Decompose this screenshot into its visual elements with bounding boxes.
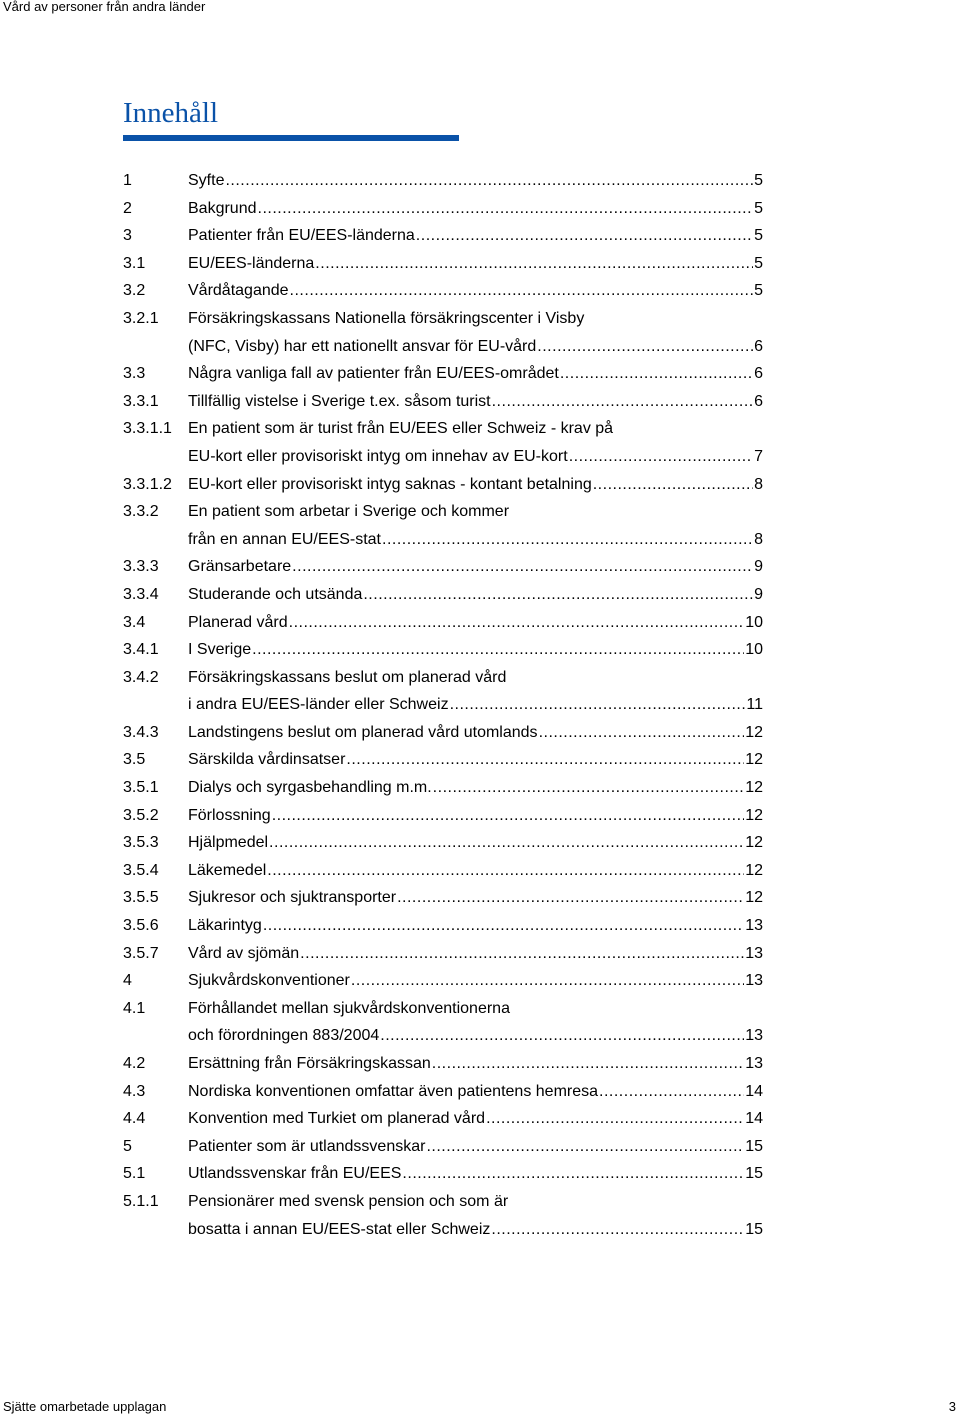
toc-entry-number: 5 xyxy=(123,1137,132,1155)
toc-entry-page: 6 xyxy=(754,365,763,383)
toc-entry[interactable] xyxy=(123,443,763,471)
toc-entry[interactable] xyxy=(123,802,763,830)
toc-entry-title: Studerande och utsända xyxy=(188,585,363,603)
toc-entry-title: Patienter som är utlandssvenskar xyxy=(188,1137,426,1155)
toc-entry-number: 4.4 xyxy=(123,1110,146,1128)
toc-entry-title: Gränsarbetare xyxy=(188,558,292,576)
toc-entry-title: Sjukvårdskonventioner xyxy=(188,972,350,990)
toc-entry-number: 3.2 xyxy=(123,282,146,300)
toc-entry-page: 14 xyxy=(745,1082,763,1100)
toc-entry[interactable] xyxy=(123,581,763,609)
running-header: Vård av personer från andra länder xyxy=(3,0,206,14)
toc-entry[interactable] xyxy=(123,664,763,692)
toc-entry-title: Särskilda vårdinsatser xyxy=(188,751,346,769)
toc-dot-leader xyxy=(289,609,745,637)
toc-entry[interactable] xyxy=(123,333,763,361)
toc-entry-page: 13 xyxy=(745,1027,763,1045)
toc-dot-leader xyxy=(432,1050,744,1078)
toc-dot-leader xyxy=(450,691,746,719)
toc-entry[interactable] xyxy=(123,195,763,223)
toc-entry-title: Nordiska konventionen omfattar även patientens hemresa xyxy=(188,1082,599,1100)
toc-entry-page: 9 xyxy=(754,558,763,576)
toc-entry-number: 5.1 xyxy=(123,1165,146,1183)
toc-entry[interactable] xyxy=(123,526,763,554)
toc-entry[interactable] xyxy=(123,940,763,968)
toc-entry-page: 12 xyxy=(745,751,763,769)
toc-entry-number: 3.1 xyxy=(123,254,146,272)
toc-entry-page: 5 xyxy=(754,227,763,245)
toc-entry-title: i andra EU/EES-länder eller Schweiz xyxy=(188,696,449,714)
toc-entry[interactable] xyxy=(123,498,763,526)
toc-entry-page: 13 xyxy=(745,972,763,990)
toc-entry[interactable] xyxy=(123,774,763,802)
toc-dot-leader xyxy=(267,857,744,885)
toc-entry-title: (NFC, Visby) har ett nationellt ansvar för EU-vård xyxy=(188,337,537,355)
toc-entry-page: 15 xyxy=(745,1220,763,1238)
toc-entry-page: 12 xyxy=(745,834,763,852)
toc-entry-number: 2 xyxy=(123,199,132,217)
toc-entry-title: Planerad vård xyxy=(188,613,288,631)
toc-dot-leader xyxy=(300,940,744,968)
toc-entry-number: 3.3.1.1 xyxy=(123,420,172,438)
toc-entry-page: 8 xyxy=(754,530,763,548)
toc-entry-title: Vårdåtagande xyxy=(188,282,289,300)
toc-entry-number: 3.4.3 xyxy=(123,723,159,741)
toc-entry[interactable] xyxy=(123,1188,763,1216)
toc-entry-number: 3.5.7 xyxy=(123,944,159,962)
toc-entry[interactable] xyxy=(123,222,763,250)
toc-entry-page: 11 xyxy=(746,696,763,714)
title-underline xyxy=(123,135,459,141)
toc-entry-title: Konvention med Turkiet om planerad vård xyxy=(188,1110,486,1128)
toc-dot-leader xyxy=(346,746,744,774)
toc-entry-title: EU/EES-länderna xyxy=(188,254,315,272)
toc-dot-leader xyxy=(225,167,753,195)
toc-dot-leader xyxy=(380,1022,744,1050)
toc-entry[interactable] xyxy=(123,1105,763,1133)
toc-dot-leader xyxy=(252,636,744,664)
toc-dot-leader xyxy=(492,388,753,416)
toc-dot-leader xyxy=(290,277,754,305)
toc-entry-title: Läkemedel xyxy=(188,861,267,879)
toc-entry-title: Förhållandet mellan sjukvårdskonventionerna xyxy=(188,999,510,1017)
toc-entry-title: EU-kort eller provisoriskt intyg om innehav av EU-kort xyxy=(188,447,568,465)
toc-entry-title: Utlandssvenskar från EU/EES xyxy=(188,1165,402,1183)
toc-entry[interactable] xyxy=(123,305,763,333)
toc-entry-title: Läkarintyg xyxy=(188,917,262,935)
toc-dot-leader xyxy=(258,195,754,223)
toc-entry-title: Vård av sjömän xyxy=(188,944,300,962)
toc-entry-page: 13 xyxy=(745,917,763,935)
toc-entry-title: från en annan EU/EES-stat xyxy=(188,530,381,548)
toc-dot-leader xyxy=(560,360,753,388)
toc-entry[interactable] xyxy=(123,250,763,278)
toc-entry-number: 3.3.1 xyxy=(123,392,159,410)
toc-entry-page: 12 xyxy=(745,889,763,907)
toc-entry-title: Patienter från EU/EES-länderna xyxy=(188,227,415,245)
toc-entry-number: 3.5.6 xyxy=(123,917,159,935)
toc-entry-title: EU-kort eller provisoriskt intyg saknas - kontant betalning xyxy=(188,475,592,493)
toc-entry-number: 3.5.3 xyxy=(123,834,159,852)
toc-entry-page: 10 xyxy=(745,613,763,631)
toc-entry[interactable] xyxy=(123,967,763,995)
toc-entry-title: Pensionärer med svensk pension och som är xyxy=(188,1192,509,1210)
toc-entry-title: Förlossning xyxy=(188,806,271,824)
toc-dot-leader xyxy=(491,1216,744,1244)
toc-dot-leader xyxy=(426,1133,744,1161)
toc-entry-page: 5 xyxy=(754,254,763,272)
toc-entry-title: I Sverige xyxy=(188,641,252,659)
toc-entry-number: 3.4.2 xyxy=(123,668,159,686)
toc-entry-page: 5 xyxy=(754,282,763,300)
toc-entry-title: Landstingens beslut om planerad vård utomlands xyxy=(188,723,538,741)
toc-dot-leader xyxy=(539,719,745,747)
toc-entry-title: En patient som är turist från EU/EES eller Schweiz - krav på xyxy=(188,420,614,438)
toc-entry-number: 3.5 xyxy=(123,751,146,769)
toc-entry-number: 3.5.4 xyxy=(123,861,159,879)
toc-entry-number: 3.5.1 xyxy=(123,779,159,797)
toc-entry[interactable] xyxy=(123,1133,763,1161)
toc-entry[interactable] xyxy=(123,553,763,581)
toc-dot-leader xyxy=(433,774,745,802)
toc-dot-leader xyxy=(537,333,753,361)
toc-entry-title: Försäkringskassans beslut om planerad vård xyxy=(188,668,507,686)
toc-entry-title: Tillfällig vistelse i Sverige t.ex. såsom turist xyxy=(188,392,491,410)
toc-entry-number: 3 xyxy=(123,227,132,245)
toc-entry-number: 3.5.5 xyxy=(123,889,159,907)
toc-dot-leader xyxy=(315,250,753,278)
toc-dot-leader xyxy=(382,526,753,554)
toc-entry[interactable] xyxy=(123,912,763,940)
toc-entry[interactable] xyxy=(123,884,763,912)
toc-entry-page: 15 xyxy=(745,1165,763,1183)
table-of-contents xyxy=(123,167,763,1243)
page-number: 3 xyxy=(948,1399,956,1414)
toc-entry-number: 4.1 xyxy=(123,999,146,1017)
toc-entry[interactable] xyxy=(123,360,763,388)
toc-entry-number: 4 xyxy=(123,972,132,990)
toc-entry-number: 3.3.1.2 xyxy=(123,475,172,493)
toc-dot-leader xyxy=(599,1078,744,1106)
toc-dot-leader xyxy=(269,829,744,857)
toc-entry-page: 5 xyxy=(754,172,763,189)
toc-entry-page: 6 xyxy=(754,392,763,410)
toc-entry-number: 3.4 xyxy=(123,613,146,631)
toc-entry[interactable] xyxy=(123,857,763,885)
toc-entry-page: 12 xyxy=(745,806,763,824)
toc-entry-title: bosatta i annan EU/EES-stat eller Schweiz xyxy=(188,1220,491,1238)
toc-entry-number: 3.3.3 xyxy=(123,558,159,576)
toc-entry[interactable] xyxy=(123,995,763,1023)
toc-entry-title: Försäkringskassans Nationella försäkringscenter i Visby xyxy=(188,309,585,327)
toc-entry[interactable] xyxy=(123,277,763,305)
toc-dot-leader xyxy=(569,443,753,471)
toc-entry-title: Ersättning från Försäkringskassan xyxy=(188,1055,431,1072)
toc-entry-page: 7 xyxy=(754,447,763,465)
toc-entry[interactable] xyxy=(123,1022,763,1050)
toc-entry-number: 3.5.2 xyxy=(123,806,159,824)
toc-dot-leader xyxy=(397,884,744,912)
toc-entry-page: 12 xyxy=(745,779,763,797)
toc-entry[interactable] xyxy=(123,1216,763,1244)
toc-dot-leader xyxy=(593,471,753,499)
toc-entry-page: 10 xyxy=(745,641,763,659)
toc-entry[interactable] xyxy=(123,415,763,443)
toc-dot-leader xyxy=(263,912,744,940)
toc-entry-number: 3.3.4 xyxy=(123,585,159,603)
toc-dot-leader xyxy=(402,1160,744,1188)
toc-dot-leader xyxy=(363,581,753,609)
toc-entry[interactable] xyxy=(123,719,763,747)
toc-entry-title: Dialys och syrgasbehandling m.m. xyxy=(188,779,432,797)
toc-entry-title: Syfte xyxy=(188,172,225,189)
toc-entry[interactable] xyxy=(123,1078,763,1106)
toc-entry-title: En patient som arbetar i Sverige och kommer xyxy=(188,503,510,521)
toc-dot-leader xyxy=(272,802,745,830)
toc-entry-number: 4.2 xyxy=(123,1055,146,1072)
toc-entry-number: 3.3.2 xyxy=(123,503,159,521)
toc-entry-page: 9 xyxy=(754,585,763,603)
toc-entry-page: 12 xyxy=(745,723,763,741)
toc-entry-number: 3.3 xyxy=(123,365,146,383)
toc-entry-page: 6 xyxy=(754,337,763,355)
toc-entry-number: 4.3 xyxy=(123,1082,146,1100)
toc-entry[interactable] xyxy=(123,1160,763,1188)
toc-entry-number: 3.4.1 xyxy=(123,641,159,659)
edition-label: Sjätte omarbetade upplagan xyxy=(3,1399,167,1414)
toc-entry[interactable] xyxy=(123,746,763,774)
toc-dot-leader xyxy=(292,553,753,581)
toc-dot-leader xyxy=(486,1105,744,1133)
toc-entry[interactable] xyxy=(123,609,763,637)
page-footer xyxy=(3,1399,956,1414)
page-title: Innehåll xyxy=(123,97,219,129)
toc-entry-title: Bakgrund xyxy=(188,199,257,217)
toc-dot-leader xyxy=(416,222,753,250)
toc-entry-number: 5.1.1 xyxy=(123,1192,159,1210)
toc-dot-leader xyxy=(351,967,744,995)
toc-entry-page: 15 xyxy=(745,1137,763,1155)
toc-entry-number: 1 xyxy=(123,172,132,189)
toc-entry-page: 8 xyxy=(754,475,763,493)
toc-entry[interactable] xyxy=(123,1050,763,1078)
toc-entry-page: 13 xyxy=(745,1055,763,1072)
toc-entry[interactable] xyxy=(123,636,763,664)
toc-entry[interactable] xyxy=(123,167,763,195)
toc-entry-page: 5 xyxy=(754,199,763,217)
toc-entry[interactable] xyxy=(123,829,763,857)
toc-entry[interactable] xyxy=(123,691,763,719)
toc-entry-title: Sjukresor och sjuktransporter xyxy=(188,889,397,907)
toc-entry-title: Några vanliga fall av patienter från EU/EES-området xyxy=(188,365,559,383)
toc-entry-title: Hjälpmedel xyxy=(188,834,269,852)
toc-entry-page: 13 xyxy=(745,944,763,962)
toc-entry-number: 3.2.1 xyxy=(123,309,159,327)
toc-entry-page: 14 xyxy=(745,1110,763,1128)
toc-entry-title: och förordningen 883/2004 xyxy=(188,1027,380,1045)
toc-entry-page: 12 xyxy=(745,861,763,879)
toc-entry[interactable] xyxy=(123,471,763,499)
toc-entry[interactable] xyxy=(123,388,763,416)
